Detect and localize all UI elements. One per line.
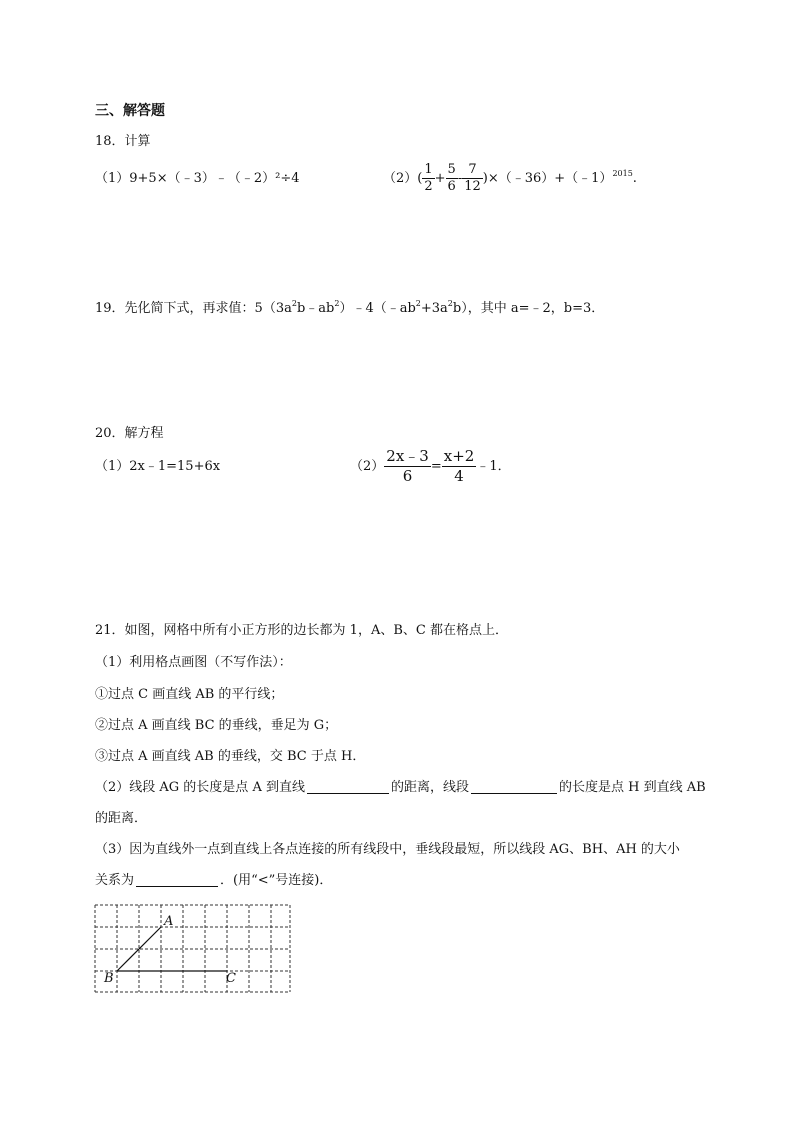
- q19-text-e: b），其中 a=﹣2，b=3．: [452, 301, 605, 316]
- denominator: 2: [424, 179, 433, 194]
- exponent: 2: [447, 299, 453, 308]
- exponent: 2: [291, 299, 297, 308]
- period: .: [632, 171, 637, 186]
- exponent: 2015: [612, 169, 633, 178]
- q21-part3-c: ．(用“<”号连接)．: [220, 873, 333, 888]
- denominator: 12: [464, 179, 481, 194]
- label-c: C: [226, 971, 236, 986]
- fraction-one-half: [422, 162, 434, 195]
- q18-title: 18．计算: [95, 134, 151, 149]
- fraction-seven-twelfths: [462, 162, 483, 195]
- q21-part2-b: 的距离，线段: [390, 780, 469, 795]
- numerator: x+2: [443, 447, 475, 465]
- equals-sign: =: [430, 459, 442, 474]
- label-b: B: [104, 971, 114, 986]
- q18-part1: （1）9+5×（﹣3）﹣（﹣2）²÷4: [95, 171, 300, 186]
- q18-part2-rest: )×（﹣36）+（﹣1）: [482, 171, 613, 186]
- denominator: 4: [454, 467, 464, 485]
- label-a: A: [164, 914, 174, 929]
- fraction-five-sixths: [446, 162, 458, 195]
- q21-part2-a: （2）线段 AG 的长度是点 A 到直线: [95, 780, 305, 795]
- answer-blank[interactable]: [307, 779, 389, 794]
- q21-item3: ③过点 A 画直线 AB 的垂线，交 BC 于点 H．: [95, 749, 366, 764]
- q21-part2-end: 的距离．: [95, 811, 148, 826]
- section-title: 三、解答题: [95, 103, 165, 119]
- exponent: 2: [415, 299, 421, 308]
- answer-blank[interactable]: [136, 872, 218, 887]
- fraction-right: [442, 447, 477, 486]
- q19-text-a: 19．先化简下式，再求值：5（3a: [95, 301, 292, 316]
- q20-tail: ﹣1．: [476, 459, 511, 474]
- plus-sign: +: [434, 171, 446, 186]
- numerator: 5: [447, 162, 456, 177]
- fraction-left: [384, 447, 431, 486]
- minus-sign: -: [457, 171, 463, 186]
- q20-part2-prefix: （2）: [350, 459, 385, 474]
- exponent: 2: [334, 299, 340, 308]
- numerator: 1: [424, 162, 433, 177]
- q21-part1: （1）利用格点画图（不写作法）：: [95, 655, 292, 670]
- q21-item1: ①过点 C 画直线 AB 的平行线；: [95, 687, 284, 702]
- grid-lines: [95, 905, 290, 992]
- answer-blank[interactable]: [471, 779, 557, 794]
- q19-text-c: ）﹣4（﹣ab: [339, 301, 416, 316]
- denominator: 6: [402, 467, 413, 485]
- q21-title: 21．如图，网格中所有小正方形的边长都为 1，A、B、C 都在格点上．: [95, 623, 508, 638]
- q21-part2: [95, 779, 706, 797]
- q21-item2: ②过点 A 画直线 BC 的垂线，垂足为 G；: [95, 718, 338, 733]
- q21-part3: （3）因为直线外一点到直线上各点连接的所有线段中，垂线段最短，所以线段 AG、BH、AH 的大小: [95, 842, 680, 857]
- grid-figure: [90, 900, 300, 1000]
- q18-part2: [383, 157, 637, 201]
- q21-part3-b: 关系为: [95, 873, 135, 888]
- segment-ab: [117, 927, 161, 971]
- denominator: 6: [447, 179, 456, 194]
- q19-text: [95, 300, 604, 318]
- q20-part2: [350, 445, 511, 489]
- q20-title: 20．解方程: [95, 426, 164, 441]
- numerator: 2x﹣3: [386, 447, 429, 465]
- q19-text-b: b﹣ab: [296, 301, 335, 316]
- q21-part2-c: 的长度是点 H 到直线 AB: [558, 780, 706, 795]
- numerator: 7: [462, 162, 483, 179]
- q20-part1: （1）2x﹣1=15+6x: [95, 459, 221, 474]
- q19-text-d: +3a: [420, 301, 448, 316]
- q21-part3-line2: [95, 872, 332, 890]
- q18-part2-prefix: （2）(: [383, 171, 423, 186]
